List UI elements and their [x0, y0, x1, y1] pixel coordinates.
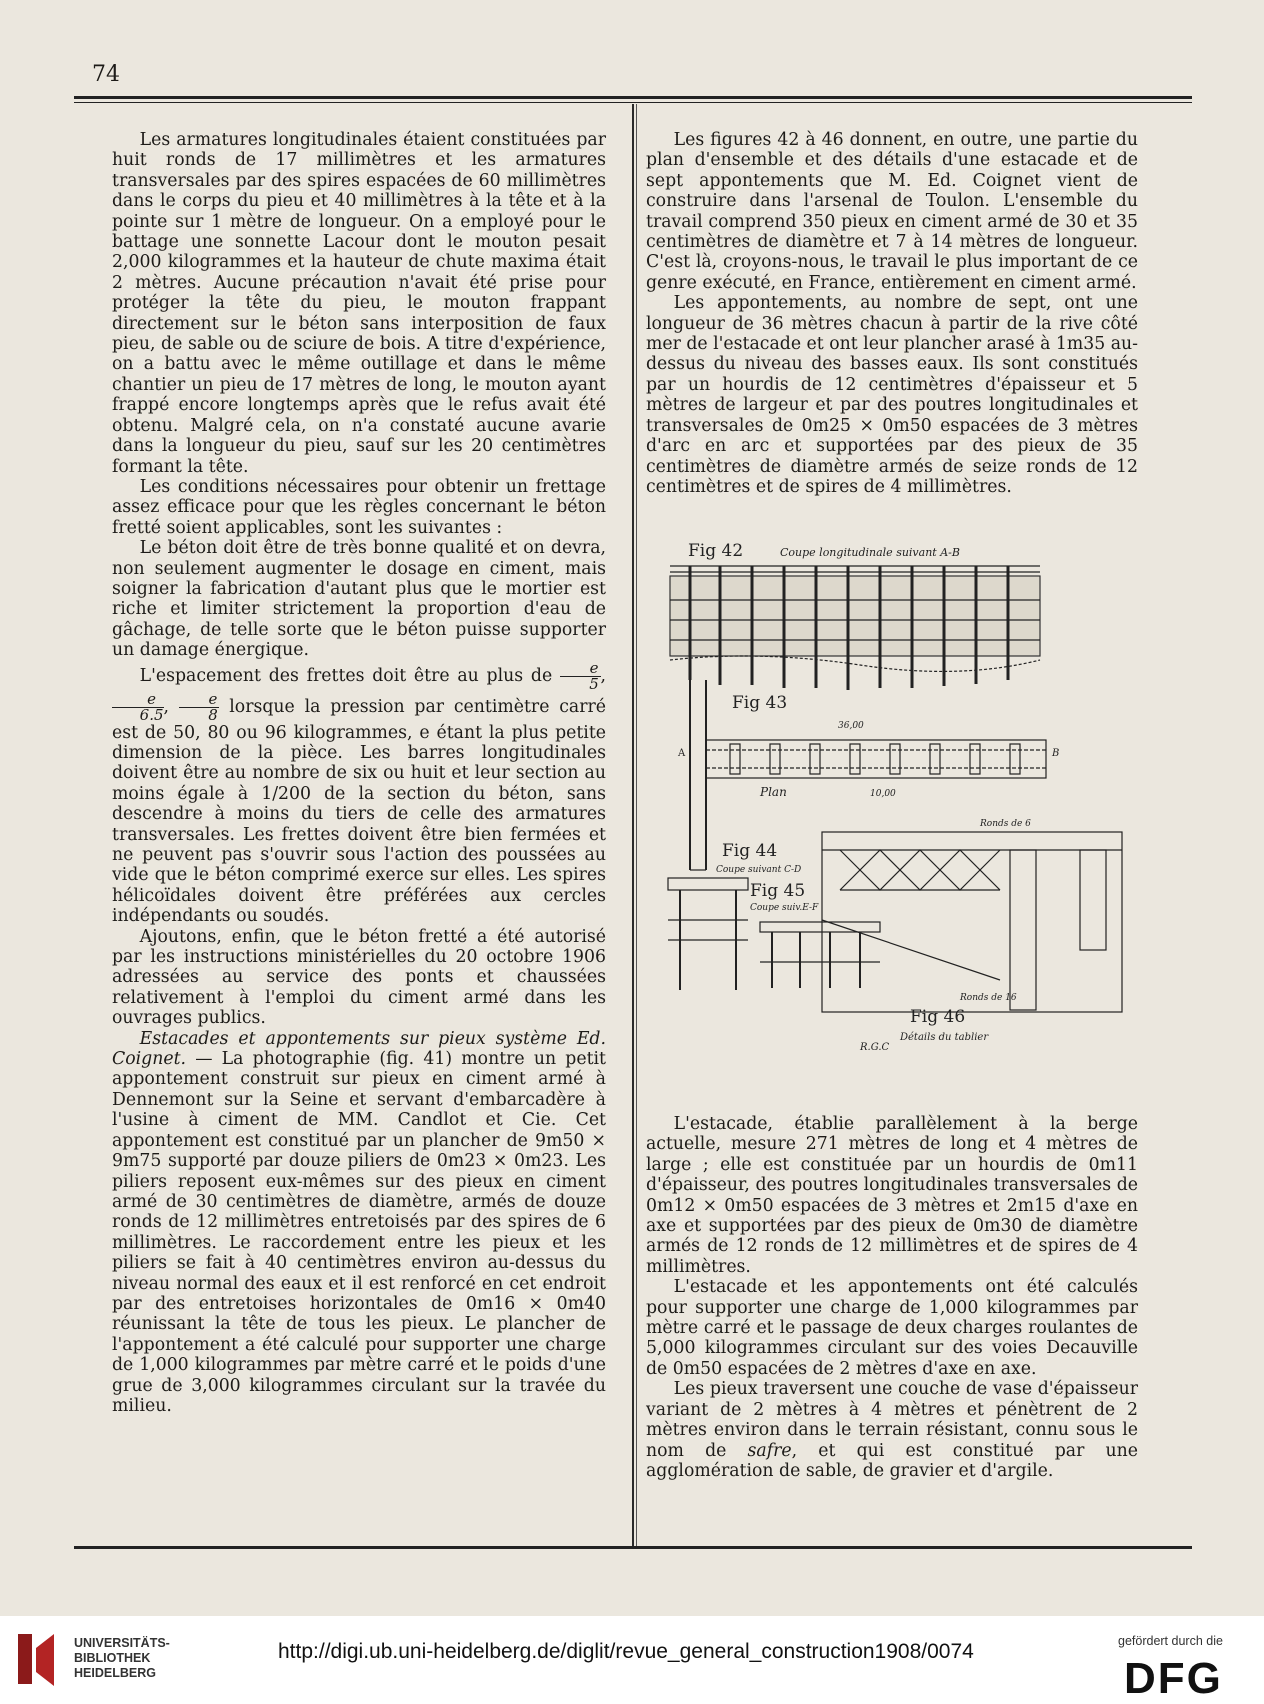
fig45-caption: Coupe suiv.E-F: [750, 903, 819, 913]
fig46-label: Fig 46: [910, 1007, 966, 1027]
fraction-e-6-5: $\frac{e}{6.5}$: [112, 692, 164, 723]
right-column-bottom: [646, 1114, 1138, 1481]
paragraph: Les figures 42 à 46 donnent, en outre, une partie du plan d'ensemble et des détails d'une estacade et de sept appontements que M. Ed. Coignet vient de construire dans l'arsenal de Toulon. L'ensemble du travail comprend 350 pieux en ciment armé de 30 et 35 centimètres de diamètre et 7 à 14 mètres de longueur. C'est là, croyons-nous, le travail le plus important de ce genre exécuté, en France, entièrement en ciment armé.: [646, 130, 1138, 293]
signature: R.G.C: [860, 1042, 890, 1053]
paragraph-rest: lorsque la pression par centimètre carré est de 50, 80 ou 96 kilogrammes, e étant la plus petite dimension de la pièce. Les barres longitudinales doivent être au nombre de six ou huit et leur section au moins égale à 1/200 de la section du béton, sans descendre à moins du tiers de celle des armatures transversales. Les frettes doivent être bien fermées et ne peuvent pas s'ouvrir sous l'action des poussées au vide que le béton comprimé exerce sur elles. Les spires hélicoïdales doivent être préférées aux cercles indépendants ou soudés.: [112, 696, 606, 927]
paragraph: Les conditions nécessaires pour obtenir un frettage assez efficace pour que les règles concernant le béton fretté soient applicables, sont les suivantes :: [112, 476, 606, 538]
university-logo-icon: [14, 1628, 64, 1692]
fig44-caption: Coupe suivant C-D: [716, 865, 802, 875]
fraction-e-5: $\frac{e}{5}$: [560, 661, 601, 692]
safre-term: safre: [747, 1440, 792, 1461]
fig45-label: Fig 45: [750, 881, 806, 901]
footer-rule: [74, 1546, 1192, 1549]
paragraph-safre: Les pieux traversent une couche de vase d'épaisseur variant de 2 mètres à 4 mètres et pénètrent de 2 mètres environ dans le terrain résistant, connu sous le nom de safre, et qui est constitué par une agglomération de sable, de gravier et d'argile.: [646, 1379, 1138, 1481]
engineering-figures: [660, 541, 1140, 1100]
fig43-dim2: 10,00: [870, 789, 896, 799]
dfg-logo: DFG: [1124, 1654, 1223, 1703]
column-divider: [632, 104, 634, 1546]
paragraph: Le béton doit être de très bonne qualité et on devra, non seulement augmenter le dosage en ciment, mais soigner la fabrication d'autant plus que le mortier est riche et limiter strictement la proportion d'eau de gâchage, de telle sorte que le béton puisse supporter un damage énergique.: [112, 538, 606, 661]
fig43-label: Fig 43: [732, 693, 788, 713]
paragraph-fractions: L'espacement des frettes doit être au plus de $\frac{e}{5}$ , $\frac{e}{6.5}$ , $\frac{e}{8}$ lorsque la pression par centimètre carré est de 50, 80 ou 96 kilogrammes, e étant la plus petite dimension de la pièce. Les barres longitudinales doivent être au nombre de six ou huit et leur section au moins égale à 1/200 de la section du béton, sans descendre à moins du tiers de celle des armatures transversales. Les frettes doivent être bien fermées et ne peuvent pas s'ouvrir sous l'action des poussées au vide que le béton comprimé exerce sur elles. Les spires hélicoïdales doivent être préférées aux cercles indépendants ou soudés.: [112, 658, 606, 927]
fig43-dim: 36,00: [838, 721, 864, 731]
paragraph: Ajoutons, enfin, que le béton fretté a été autorisé par les instructions ministérielles du 20 octobre 1906 adressées au service des ponts et chaussées relativement à l'emploi du ciment armé dans les ouvrages publics.: [112, 926, 606, 1029]
library-name: UNIVERSITÄTS- BIBLIOTHEK HEIDELBERG: [74, 1636, 170, 1680]
funded-by-label: gefördert durch die: [1118, 1634, 1223, 1648]
fig43-plan: Plan: [760, 785, 787, 799]
fig46-ronds: Ronds de 6: [980, 819, 1031, 829]
right-column-top: [646, 130, 1138, 497]
fig46-caption: Détails du tablier: [900, 1032, 989, 1043]
letter-a: A: [678, 748, 686, 759]
left-column: [112, 130, 606, 1416]
fig42-caption: Coupe longitudinale suivant A-B: [780, 546, 960, 559]
fig43-pile-heads: [730, 744, 1020, 774]
paragraph-section: Estacades et appontements sur pieux système Ed. Coignet. — La photographie (fig. 41) montre un petit appontement construit sur pieux en ciment armé à Dennemont sur la Seine et servant d'embarcadère à l'usine à ciment de MM. Candlot et Cie. Cet appontement est constitué par un plancher de 9m50 × 9m75 supporté par douze piliers de 0m23 × 0m23. Les piliers reposent eux-mêmes sur des pieux en ciment armé de 30 centimètres de diamètre, armés de douze ronds de 12 millimètres entretoisés par des spires de 6 millimètres. Le raccordement entre les pieux et les piliers se fait à 40 centimètres environ au-dessus du niveau normal des eaux et il est renforcé en cet endroit par des entretoises horizontales de 0m16 × 0m40 réunissant la tête de tous les pieux. Le plancher de l'appontement a été calculé pour supporter une charge de 1,000 kilogrammes par mètre carré et le poids d'une grue de 3,000 kilogrammes circulant sur la travée du milieu.: [112, 1028, 606, 1416]
fraction-e-8: $\frac{e}{8}$: [179, 692, 220, 723]
paragraph: Les armatures longitudinales étaient constituées par huit ronds de 17 millimètres et les armatures transversales par des spires espacées de 60 millimètres dans le corps du pieu et 40 millimètres à la tête et à la pointe sur 1 mètre de longueur. On a employé pour le battage une sonnette Lacour dont le mouton pesait 2,000 kilogrammes et la hauteur de chute maxima était 2 mètres. Aucune précaution n'avait été prise pour protéger la tête du pieu, le mouton frappant directement sur le béton sans interposition de faux pieu, de sable ou de sciure de bois. A titre d'expérience, on a battu avec le même outillage et dans le même chantier un pieu de 17 mètres de long, le mouton ayant frappé encore longtemps après que le refus avait été obtenu. Malgré cela, on n'a constaté aucune avarie dans la longueur du pieu, sauf sur les 20 centimètres formant la tête.: [112, 130, 606, 477]
fig44-label: Fig 44: [722, 841, 778, 861]
page-number: 74: [92, 62, 120, 87]
paragraph: L'estacade et les appontements ont été calculés pour supporter une charge de 1,000 kilogrammes par mètre carré et le passage de deux charges roulantes de 5,000 kilogrammes circulant sur des voies Decauville de 0m50 espacées de 2 mètres d'axe en axe.: [646, 1277, 1138, 1379]
footer-bar: [0, 1616, 1264, 1704]
fig46-ronds16: Ronds de 16: [960, 993, 1017, 1003]
source-url-link[interactable]: http://digi.ub.uni-heidelberg.de/diglit/revue_general_construction1908/0074: [278, 1640, 974, 1663]
paragraph: L'estacade, établie parallèlement à la berge actuelle, mesure 271 mètres de long et 4 mètres de large ; elle est constituée par un hourdis de 0m11 d'épaisseur, des poutres longitudinales transversales de 0m12 × 0m50 espacées de 3 mètres et 2m15 d'axe en axe et supportées par des pieux de 0m30 de diamètre armés de 12 ronds de 12 millimètres et de spires de 4 millimètres.: [646, 1114, 1138, 1277]
paragraph: Les appontements, au nombre de sept, ont une longueur de 36 mètres chacun à partir de la rive côté mer de l'estacade et ont leur plancher arasé à 1m35 au-dessus du niveau des basses eaux. Ils sont constitués par un hourdis de 12 centimètres d'épaisseur et 5 mètres de largeur et par des poutres longitudinales et transversales de 0m25 × 0m50 espacées de 3 mètres d'arc en arc et supportées par des pieux de 35 centimètres de diamètre armés de seize ronds de 12 centimètres et de spires de 4 millimètres.: [646, 293, 1139, 497]
header-rule-thin: [74, 102, 1192, 103]
fig42-label: Fig 42: [688, 541, 744, 561]
column-divider-thin: [636, 104, 637, 1546]
letter-b: B: [1052, 748, 1060, 759]
paragraph-start: L'espacement des frettes doit être au plus de: [139, 665, 553, 686]
header-rule: [74, 96, 1192, 99]
section-title: Estacades et appontements sur pieux système Ed. Coignet.: [112, 1028, 606, 1070]
